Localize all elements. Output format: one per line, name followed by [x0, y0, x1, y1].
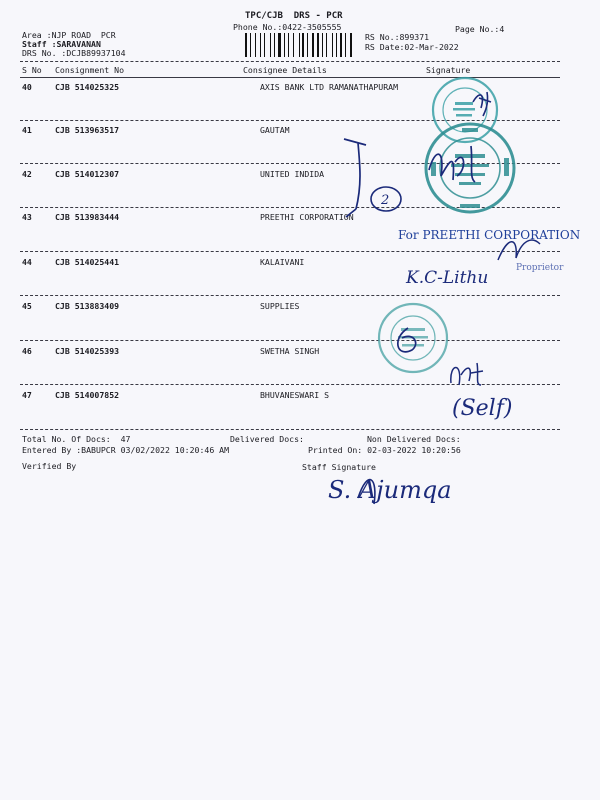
row-consignment: CJB 513963517: [55, 125, 120, 135]
barcode-bar: [332, 33, 333, 57]
barcode-bar: [288, 33, 289, 57]
barcode-bar: [305, 33, 306, 57]
barcode-bar: [260, 33, 261, 57]
self-signature: (Self): [452, 396, 513, 421]
barcode-bar: [262, 33, 263, 57]
row-divider: [20, 340, 560, 341]
row-consignment: CJB 514012307: [55, 169, 120, 179]
barcode-bar: [326, 33, 327, 57]
barcode-bar: [248, 33, 249, 57]
row-consignee: GAUTAM: [260, 125, 290, 135]
barcode-bar: [320, 33, 321, 57]
handwritten-two: 2: [381, 193, 390, 208]
drs-number: DRS No. :DCJB89937104: [22, 48, 126, 58]
barcode-bar: [270, 33, 271, 57]
barcode-bar: [340, 33, 342, 57]
area-label: Area :NJP ROAD PCR: [22, 30, 116, 40]
barcode-bar: [286, 33, 288, 57]
row-consignee: SWETHA SINGH: [260, 346, 320, 356]
handwritten-mark: [340, 135, 410, 225]
delivered-docs: Delivered Docs:: [230, 434, 304, 444]
barcode-bar: [307, 33, 308, 57]
row-sno: 42: [22, 169, 32, 179]
row-consignee: KALAIVANI: [260, 257, 305, 267]
barcode-bar: [295, 33, 298, 57]
barcode-bar: [276, 33, 277, 57]
preethi-stamp-title: For PREETHI CORPORATION: [398, 228, 581, 242]
preethi-signature: [488, 230, 548, 270]
page-number: Page No.:4: [455, 24, 505, 34]
barcode-bar: [274, 33, 276, 57]
preethi-stamp-proprietor: Proprietor: [516, 263, 564, 273]
row-consignment: CJB 514025441: [55, 257, 120, 267]
printed-on: Printed On: 02-03-2022 10:20:56: [308, 445, 461, 455]
barcode-bar: [347, 33, 350, 57]
rs-number: RS No.:899371: [365, 32, 430, 42]
barcode-bar: [350, 33, 352, 57]
barcode-bar: [309, 33, 311, 57]
row-sno: 45: [22, 301, 32, 311]
row-consignee: UNITED INDIDA: [260, 169, 325, 179]
row-sno: 46: [22, 346, 32, 356]
row-sno: 40: [22, 82, 32, 92]
swetha-signature: [445, 355, 495, 395]
document-title: TPC/CJB DRS - PCR: [245, 11, 343, 21]
col-consignee: Consignee Details: [243, 65, 327, 75]
staff-signature: S. Ajumqa: [328, 476, 452, 504]
row-divider: [20, 429, 560, 430]
barcode-bar: [255, 33, 256, 57]
staff-label: Staff :SARAVANAN: [22, 39, 101, 49]
row-sno: 41: [22, 125, 32, 135]
col-sno: S No: [22, 65, 42, 75]
barcode-bar: [312, 33, 315, 57]
col-signature: Signature: [426, 65, 471, 75]
barcode-bar: [245, 33, 247, 57]
barcode-bar: [345, 33, 346, 57]
barcode-bar: [284, 33, 285, 57]
kalaivani-signature: K.C-Lithu: [406, 268, 489, 288]
row-consignee: PREETHI CORPORATION: [260, 212, 354, 222]
verified-by: Verified By: [22, 461, 77, 471]
row-consignment: CJB 514025325: [55, 82, 120, 92]
phone-number: Phone No.:0422-3505555: [233, 22, 342, 32]
barcode-bar: [278, 33, 281, 57]
barcode: [245, 33, 353, 57]
barcode-bar: [317, 33, 319, 57]
row-consignment: CJB 514025393: [55, 346, 120, 356]
barcode-bar: [272, 33, 273, 57]
staff-signature-flourish: [358, 468, 418, 508]
barcode-bar: [250, 33, 251, 57]
barcode-bar: [293, 33, 294, 57]
divider: [20, 61, 560, 62]
row-sno: 43: [22, 212, 32, 222]
row-consignment: CJB 513883409: [55, 301, 120, 311]
barcode-bar: [299, 33, 300, 57]
entered-by: Entered By :BABUPCR 03/02/2022 10:20:46 AM: [22, 445, 230, 455]
barcode-bar: [315, 33, 316, 57]
row-consignee: SUPPLIES: [260, 301, 300, 311]
barcode-bar: [302, 33, 304, 57]
barcode-bar: [266, 33, 269, 57]
row-divider: [20, 251, 560, 252]
barcode-bar: [264, 33, 266, 57]
barcode-bar: [343, 33, 344, 57]
non-delivered-docs: Non Delivered Docs:: [367, 434, 461, 444]
rs-date: RS Date:02-Mar-2022: [365, 42, 459, 52]
row-consignment: CJB 514007852: [55, 390, 120, 400]
barcode-bar: [252, 33, 255, 57]
row-consignee: BHUVANESWARI S: [260, 390, 330, 400]
round-stamp-large: [415, 118, 525, 218]
barcode-bar: [338, 33, 339, 57]
row-consignee: AXIS BANK LTD RAMANATHAPURAM: [260, 82, 399, 92]
row-consignment: CJB 513983444: [55, 212, 120, 222]
row-divider: [20, 295, 560, 296]
barcode-bar: [257, 33, 259, 57]
barcode-bar: [334, 33, 335, 57]
barcode-bar: [336, 33, 338, 57]
row-sno: 47: [22, 390, 32, 400]
row-sno: 44: [22, 257, 32, 267]
barcode-bar: [282, 33, 283, 57]
total-docs: Total No. Of Docs: 47: [22, 434, 131, 444]
staff-signature-label: Staff Signature: [302, 462, 376, 472]
barcode-bar: [290, 33, 292, 57]
barcode-bar: [324, 33, 326, 57]
barcode-bar: [322, 33, 323, 57]
barcode-bar: [300, 33, 301, 57]
col-consignment: Consignment No: [55, 65, 125, 75]
barcode-bar: [328, 33, 331, 57]
